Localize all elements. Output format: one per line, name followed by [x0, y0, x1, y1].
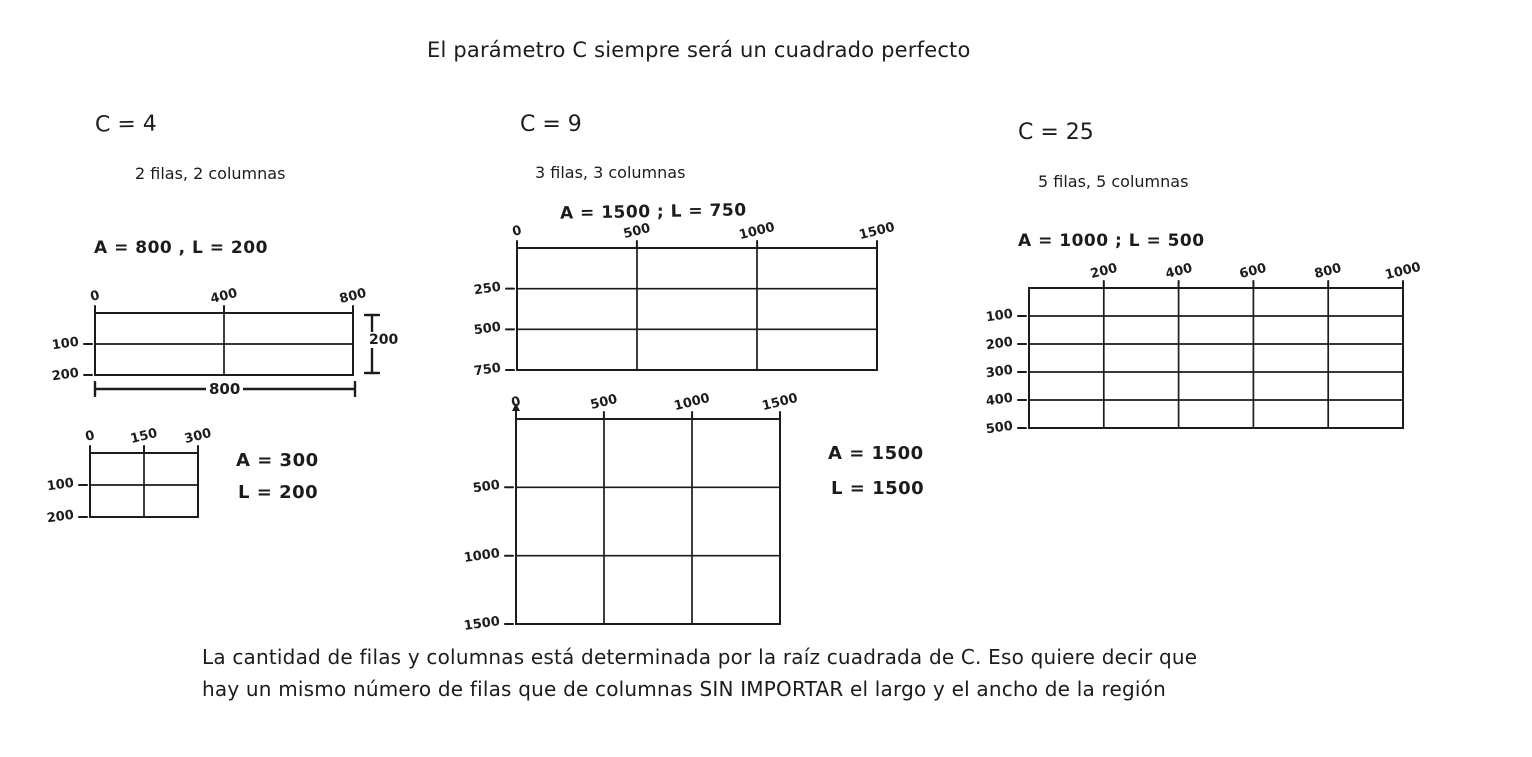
y-axis-label: 250 — [472, 279, 502, 298]
y-axis-label: 1000 — [462, 545, 501, 566]
x-axis-label: 1000 — [672, 390, 712, 415]
grid-c4-small-lines — [90, 453, 198, 517]
y-axis-label: 500 — [472, 320, 502, 339]
x-axis-label: 500 — [621, 220, 652, 243]
grid-c25-lines — [1029, 288, 1403, 428]
x-axis-label: 300 — [183, 425, 213, 448]
page-title: El parámetro C siempre será un cuadrado perfecto — [427, 38, 971, 62]
y-axis-label: 200 — [50, 365, 80, 385]
grid-c4-small-length-label: L = 200 — [238, 482, 319, 503]
x-axis-label: 1500 — [760, 390, 800, 415]
x-axis-label: 1000 — [737, 219, 777, 244]
y-axis-label: 750 — [472, 360, 502, 380]
x-axis-label: 800 — [1313, 260, 1344, 283]
x-axis-label: 500 — [588, 391, 619, 414]
section-c4-formula: A = 800 , L = 200 — [94, 238, 268, 258]
grid-c9-square — [462, 390, 800, 634]
section-c25-subheading: 5 filas, 5 columnas — [1038, 172, 1189, 191]
y-axis-label: 100 — [45, 475, 75, 495]
y-axis-label: 300 — [984, 362, 1014, 382]
x-axis-label: 200 — [1088, 260, 1119, 283]
x-axis-label: 0 — [509, 394, 523, 411]
x-axis-label: 400 — [209, 285, 239, 308]
grid-c4-main — [50, 285, 368, 385]
y-axis-label: 400 — [984, 390, 1014, 410]
grid-c9-wide-lines — [517, 248, 877, 370]
grid-c4-main-lines — [95, 313, 353, 375]
x-axis-label: 0 — [510, 223, 524, 240]
height-dimension-label: 200 — [366, 332, 401, 348]
section-c9-heading: C = 9 — [520, 112, 582, 137]
x-axis-label: 1500 — [857, 219, 897, 244]
section-c9-formula: A = 1500 ; L = 750 — [559, 200, 747, 224]
y-axis-label: 100 — [984, 306, 1014, 326]
footer-explanation-line1: La cantidad de filas y columnas está determinada por la raíz cuadrada de C. Eso quiere decir que — [202, 645, 1198, 669]
x-axis-label: 800 — [338, 285, 368, 308]
grid-c25 — [984, 259, 1423, 438]
y-axis-label: 200 — [984, 334, 1014, 354]
grid-c9-square-length-label: L = 1500 — [831, 478, 925, 499]
grid-c9-wide — [472, 219, 897, 380]
x-axis-label: 0 — [83, 428, 97, 445]
x-axis-label: 1000 — [1383, 259, 1423, 284]
section-c25-formula: A = 1000 ; L = 500 — [1018, 231, 1205, 251]
grid-c4-small — [45, 425, 213, 527]
y-axis-label: 200 — [45, 507, 75, 527]
y-axis-label: 500 — [471, 477, 501, 497]
section-c4-subheading: 2 filas, 2 columnas — [135, 164, 286, 183]
y-axis-label: 1500 — [462, 614, 501, 634]
y-axis-label: 500 — [984, 418, 1014, 438]
x-axis-label: 150 — [129, 425, 159, 448]
x-axis-label: 400 — [1163, 260, 1194, 283]
section-c4-heading: C = 4 — [94, 111, 157, 138]
grid-c9-square-lines — [516, 419, 780, 624]
width-dimension-label: 800 — [206, 380, 243, 398]
grid-c4-small-area-label: A = 300 — [236, 450, 319, 471]
section-c9-subheading: 3 filas, 3 columnas — [535, 163, 686, 182]
footer-explanation-line2: hay un mismo número de filas que de columnas SIN IMPORTAR el largo y el ancho de la región — [202, 677, 1166, 701]
x-axis-label: 600 — [1238, 260, 1269, 283]
x-axis-label: 0 — [88, 288, 102, 305]
grid-c9-square-area-label: A = 1500 — [828, 443, 924, 464]
y-axis-label: 100 — [50, 334, 80, 354]
section-c25-heading: C = 25 — [1018, 120, 1094, 145]
